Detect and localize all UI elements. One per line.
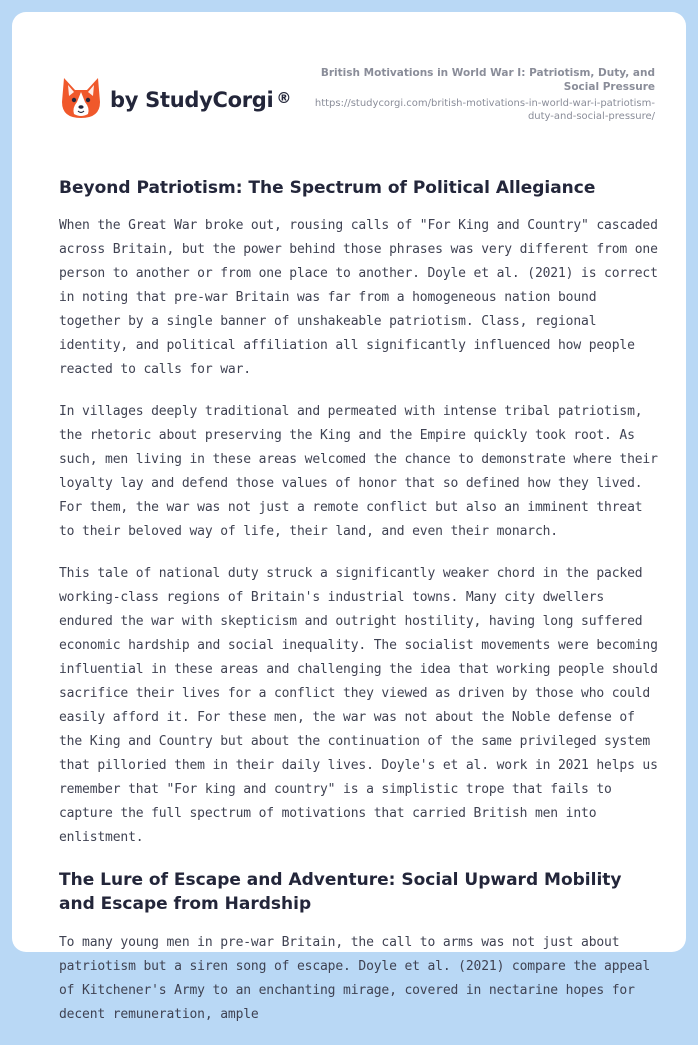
studycorgi-logo[interactable] (60, 76, 291, 120)
document-url[interactable]: https://studycorgi.com/british-motivations-in-world-war-i-patriotism-duty-and-social-pressure/ (314, 98, 655, 122)
section-heading-escape-adventure: The Lure of Escape and Adventure: Social Upward Mobility and Escape from Hardship (59, 870, 622, 914)
paragraph: In villages deeply traditional and permeated with intense tribal patriotism, the rhetoric about preserving the King and the Empire quickly took root. As such, men living in these areas welcomed the chance to demonstrate where their loyalty lay and defend those values of honor that so defined how they lived. For them, the war was not just a remote conflict but also an imminent threat to their beloved way of life, their land, and even their monarch. (59, 404, 658, 539)
article-body (59, 176, 659, 1045)
document-meta (295, 66, 655, 123)
brand-name: by StudyCorgi (110, 88, 274, 112)
section-heading-political-allegiance: Beyond Patriotism: The Spectrum of Political Allegiance (59, 178, 596, 198)
registered-mark: ® (276, 89, 292, 107)
corgi-icon (60, 76, 102, 120)
document-title: British Motivations in World War I: Patriotism, Duty, and Social Pressure (320, 67, 655, 93)
paragraph: When the Great War broke out, rousing calls of "For King and Country" cascaded across Britain, but the power behind those phrases was very different from one person to another or from one place to another. Doyle et al. (2021) is correct in noting that pre-war Britain was far from a homogeneous nation bound together by a single banner of unshakeable patriotism. Class, regional identity, and political affiliation all significantly influenced how people reacted to calls for war. (59, 218, 658, 377)
page-card (12, 12, 686, 1022)
paragraph: To many young men in pre-war Britain, the call to arms was not just about patriotism but a siren song of escape. Doyle et al. (2021) compare the appeal of Kitchener's Army to an enchanting mirage, covered in nectarine hopes for decent remuneration, ample (59, 935, 651, 1022)
paragraph: This tale of national duty struck a significantly weaker chord in the packed working-class regions of Britain's industrial towns. Many city dwellers endured the war with skepticism and outright hostility, having long suffered economic hardship and social inequality. The socialist movements were becoming influential in these areas and challenging the idea that working people should sacrifice their lives for a conflict they viewed as driven by those who could easily afford it. For these men, the war was not about the Noble defense of the King and Country but about the continuation of the same privileged system that pilloried them in their daily lives. Doyle's et al. work in 2021 helps us remember that "For king and country" is a simplistic trope that fails to capture the full spectrum of motivations that carried British men into enlistment. (59, 566, 658, 845)
